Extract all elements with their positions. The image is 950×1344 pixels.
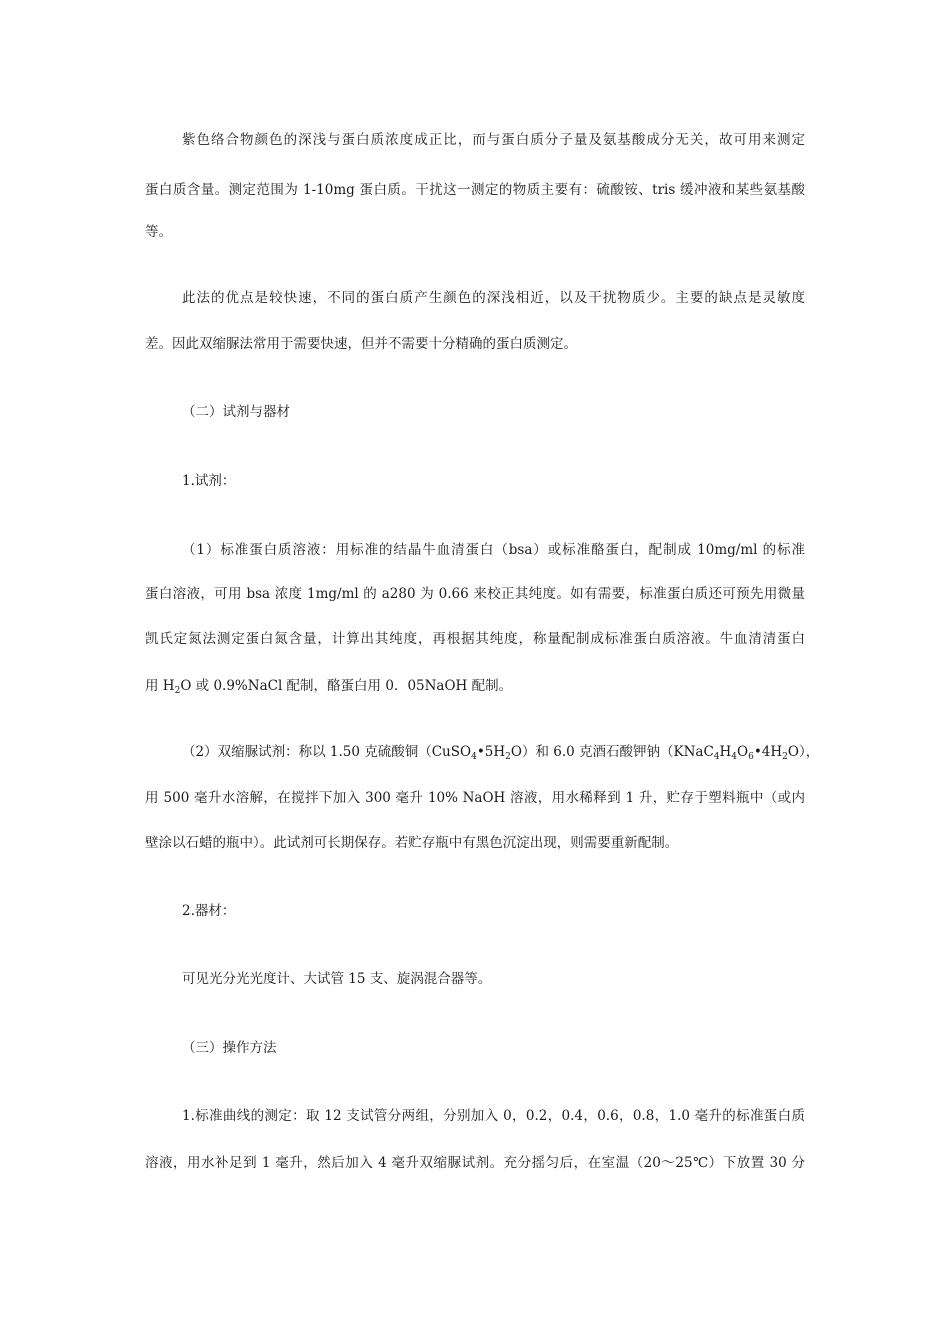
subscript: 2 xyxy=(782,752,788,762)
text-run: •5H xyxy=(476,744,506,760)
paragraph-line: 可见光分光光度计、大试管 15 支、旋涡混合器等。 xyxy=(182,971,492,987)
paragraph-line: 1.标准曲线的测定：取 12 支试管分两组，分别加入 0，0.2，0.4，0.6，0.8，1.0 毫升的标准蛋白质 xyxy=(182,1108,805,1124)
subsection-heading: 2.器材： xyxy=(182,903,236,919)
paragraph-line: 紫色络合物颜色的深浅与蛋白质浓度成正比，而与蛋白质分子量及氨基酸成分无关，故可用来测定 xyxy=(182,132,805,148)
paragraph-line: 凯氏定氮法测定蛋白氮含量，计算出其纯度，再根据其纯度，称量配制成标准蛋白质溶液。牛血清清蛋白 xyxy=(145,631,805,647)
subscript: 4 xyxy=(731,752,738,762)
subscript: 2 xyxy=(505,752,511,762)
text-run: O）， xyxy=(787,744,820,760)
text-run: O）和 6.0 克酒石酸钾钠（KNaC xyxy=(510,744,714,760)
subscript: 4 xyxy=(471,752,477,762)
subsection-heading: 1.试剂： xyxy=(182,473,236,489)
paragraph-line: 差。因此双缩脲法常用于需要快速，但并不需要十分精确的蛋白质测定。 xyxy=(145,336,577,352)
paragraph-line: 蛋白溶液，可用 bsa 浓度 1mg/ml 的 a280 为 0.66 来校正其纯度。如有需要，标准蛋白质还可预先用微量 xyxy=(145,586,805,602)
paragraph-line xyxy=(182,742,819,762)
paragraph-line: 壁涂以石蜡的瓶中）。此试剂可长期保存。若贮存瓶中有黑色沉淀出现，则需要重新配制。 xyxy=(145,835,679,851)
section-heading: （二）试剂与器材 xyxy=(182,404,290,420)
paragraph-line xyxy=(145,676,512,696)
subscript: 6 xyxy=(748,752,754,762)
paragraph-line: 蛋白质含量。测定范围为 1-10mg 蛋白质。干扰这一测定的物质主要有：硫酸铵、tris 缓冲液和某些氨基酸 xyxy=(145,182,805,198)
text-run: （2）双缩脲试剂：称以 1.50 克硫酸铜（CuSO xyxy=(182,744,472,760)
paragraph-line: 此法的优点是较快速，不同的蛋白质产生颜色的深浅相近，以及干扰物质少。主要的缺点是灵敏度 xyxy=(182,290,805,306)
paragraph-line: 溶液，用水补足到 1 毫升，然后加入 4 毫升双缩脲试剂。充分摇匀后，在室温（20～25℃）下放置 30 分 xyxy=(145,1155,805,1171)
subscript: 4 xyxy=(713,752,720,762)
paragraph-line: 用 500 毫升水溶解，在搅拌下加入 300 毫升 10% NaOH 溶液，用水稀释到 1 升，贮存于塑料瓶中（或内 xyxy=(145,790,805,806)
text-run: •4H xyxy=(753,744,783,760)
text-run: 用 H xyxy=(145,678,175,694)
subscript: 2 xyxy=(174,686,181,696)
paragraph-line: 等。 xyxy=(145,224,172,240)
text-run: O 或 0.9%NaCl 配制，酪蛋白用 0．05NaOH 配制。 xyxy=(180,678,513,694)
text-run: H xyxy=(719,744,732,760)
section-heading: （三）操作方法 xyxy=(182,1040,277,1056)
paragraph-line: （1）标准蛋白质溶液：用标准的结晶牛血清蛋白（bsa）或标准酪蛋白，配制成 10mg/ml 的标准 xyxy=(182,542,805,558)
text-run: O xyxy=(737,744,749,760)
